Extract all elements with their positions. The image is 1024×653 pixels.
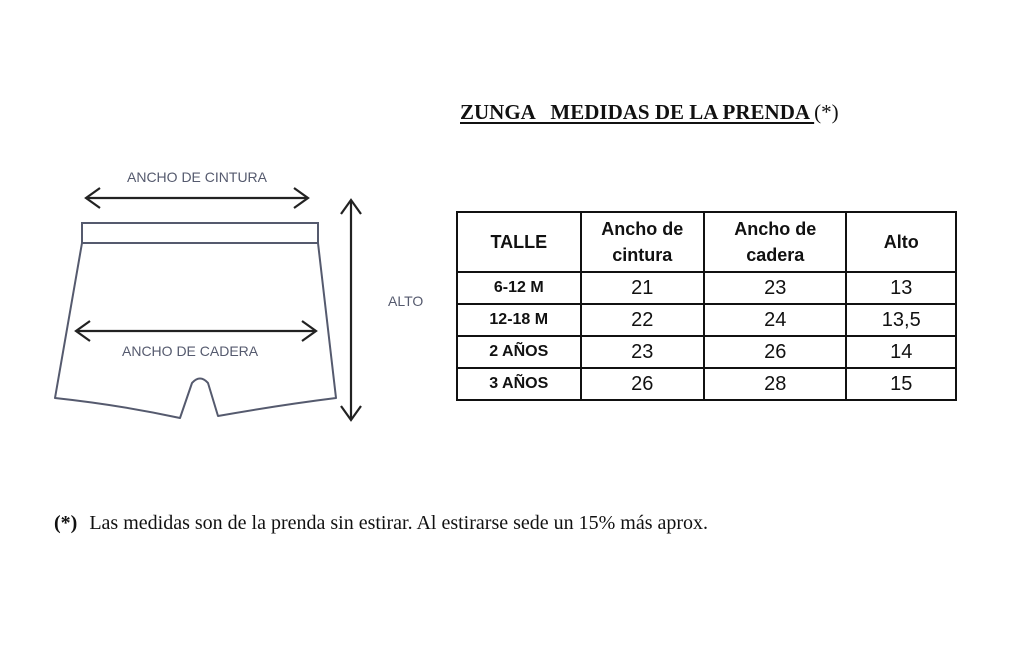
hip-cell: 23 [704, 272, 846, 304]
height-cell: 13 [846, 272, 956, 304]
garment-diagram [40, 160, 440, 430]
waist-cell: 21 [581, 272, 705, 304]
hip-cell: 24 [704, 304, 846, 336]
table-row [457, 304, 956, 336]
waist-width-label: ANCHO DE CINTURA [127, 169, 268, 185]
hip-width-arrow [76, 321, 316, 341]
waist-cell: 22 [581, 304, 705, 336]
waistband-shape [82, 223, 318, 243]
header-waist: Ancho de cintura [581, 212, 705, 272]
waist-width-arrow [86, 188, 308, 208]
title-text: ZUNGA MEDIDAS DE LA PRENDA [460, 100, 815, 124]
size-cell: 2 AÑOS [457, 336, 581, 368]
footnote [54, 512, 708, 535]
hip-width-label: ANCHO DE CADERA [122, 343, 259, 359]
size-table [456, 211, 957, 401]
hip-cell: 26 [704, 336, 846, 368]
title-note-mark: (*) [814, 100, 839, 124]
height-cell: 13,5 [846, 304, 956, 336]
header-hip: Ancho de cadera [704, 212, 846, 272]
table-row [457, 336, 956, 368]
waist-cell: 26 [581, 368, 705, 400]
table-row [457, 368, 956, 400]
height-arrow [341, 200, 361, 420]
size-cell: 6-12 M [457, 272, 581, 304]
page-title [460, 100, 839, 125]
height-cell: 14 [846, 336, 956, 368]
size-cell: 3 AÑOS [457, 368, 581, 400]
table-header-row [457, 212, 956, 272]
table-row [457, 272, 956, 304]
height-label: ALTO [388, 293, 424, 309]
header-size: TALLE [457, 212, 581, 272]
footnote-text: Las medidas son de la prenda sin estirar. Al estirarse sede un 15% más aprox. [89, 512, 709, 534]
waist-cell: 23 [581, 336, 705, 368]
shorts-drawing [40, 160, 440, 430]
footnote-mark: (*) [54, 512, 78, 534]
height-cell: 15 [846, 368, 956, 400]
header-height: Alto [846, 212, 956, 272]
hip-cell: 28 [704, 368, 846, 400]
size-cell: 12-18 M [457, 304, 581, 336]
